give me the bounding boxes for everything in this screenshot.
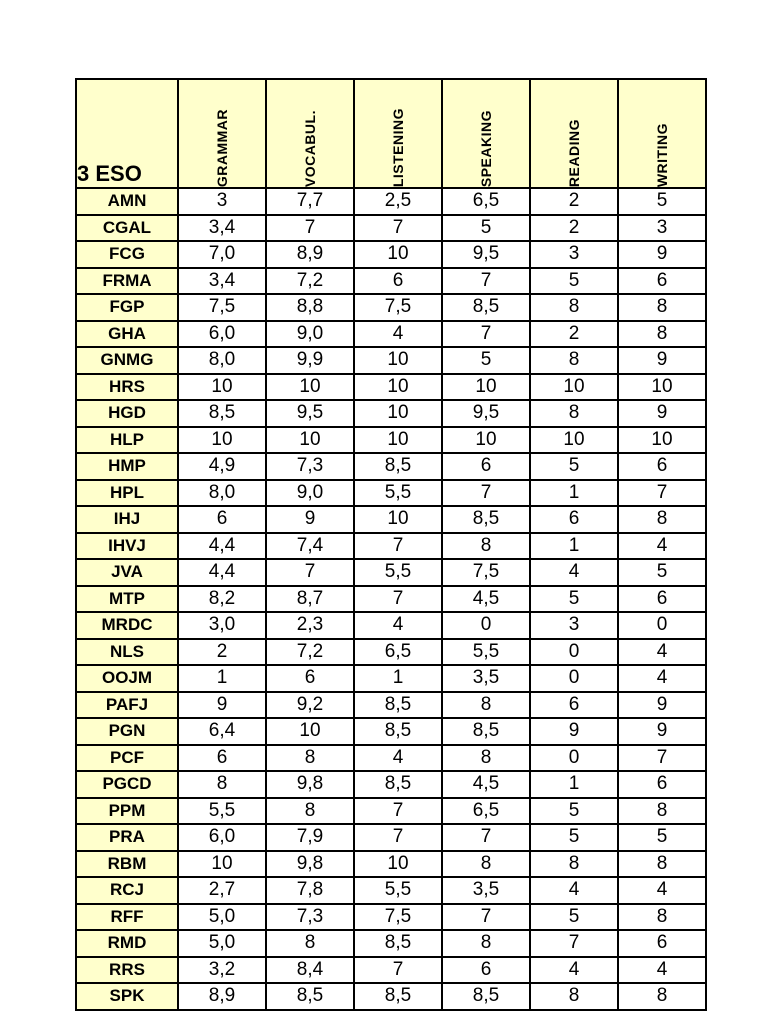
table-row (76, 268, 706, 295)
grade-cell: 8 (266, 930, 354, 957)
grade-cell: 10 (442, 374, 530, 401)
grade-cell: 6 (618, 771, 706, 798)
grade-cell: 3,0 (178, 612, 266, 639)
grades-table (75, 78, 707, 1011)
grade-cell: 8,2 (178, 586, 266, 613)
grade-cell: 7 (618, 480, 706, 507)
column-header-label: LISTENING (390, 107, 406, 187)
grade-cell: 8,5 (354, 718, 442, 745)
grade-cell: 8 (266, 798, 354, 825)
grade-cell: 3,2 (178, 957, 266, 984)
grade-cell: 7 (442, 480, 530, 507)
grade-cell: 8,0 (178, 480, 266, 507)
grade-cell: 7,0 (178, 241, 266, 268)
grade-cell: 7 (442, 321, 530, 348)
grade-cell: 2,5 (354, 188, 442, 215)
grade-cell: 6 (266, 665, 354, 692)
grade-cell: 10 (266, 718, 354, 745)
student-code: SPK (76, 983, 178, 1010)
grade-cell: 6,0 (178, 321, 266, 348)
student-code: PRA (76, 824, 178, 851)
grade-cell: 7 (354, 215, 442, 242)
grade-cell: 2,7 (178, 877, 266, 904)
grade-cell: 9,5 (266, 400, 354, 427)
table-row (76, 241, 706, 268)
grade-cell: 0 (618, 612, 706, 639)
grade-cell: 7 (266, 559, 354, 586)
column-header-label: WRITING (654, 122, 670, 187)
table-row (76, 586, 706, 613)
grade-cell: 6,5 (442, 798, 530, 825)
grade-cell: 4 (618, 957, 706, 984)
grade-cell: 2 (530, 321, 618, 348)
grade-cell: 3,4 (178, 268, 266, 295)
table-row (76, 559, 706, 586)
grade-cell: 9,0 (266, 480, 354, 507)
student-code: MRDC (76, 612, 178, 639)
grade-cell: 5,5 (354, 877, 442, 904)
grade-cell: 9 (618, 347, 706, 374)
grade-cell: 3 (178, 188, 266, 215)
grade-cell: 6 (354, 268, 442, 295)
column-header-writing (618, 79, 706, 188)
grade-cell: 6 (178, 745, 266, 772)
student-code: IHVJ (76, 533, 178, 560)
grade-cell: 8,5 (354, 453, 442, 480)
grade-cell: 8 (618, 904, 706, 931)
grade-cell: 5,0 (178, 930, 266, 957)
grade-cell: 8,5 (442, 718, 530, 745)
student-code: FGP (76, 294, 178, 321)
table-row (76, 294, 706, 321)
table-row (76, 347, 706, 374)
grade-cell: 5,5 (442, 639, 530, 666)
grade-cell: 7 (266, 215, 354, 242)
grade-cell: 8,8 (266, 294, 354, 321)
student-code: AMN (76, 188, 178, 215)
grade-cell: 3 (530, 241, 618, 268)
grade-cell: 8 (618, 294, 706, 321)
grade-cell: 5 (618, 824, 706, 851)
grade-cell: 3,4 (178, 215, 266, 242)
grade-cell: 4,9 (178, 453, 266, 480)
grade-cell: 7 (442, 904, 530, 931)
grade-cell: 4 (618, 533, 706, 560)
student-code: HMP (76, 453, 178, 480)
table-row (76, 718, 706, 745)
table-row (76, 851, 706, 878)
student-code: PCF (76, 745, 178, 772)
grade-cell: 7 (354, 586, 442, 613)
grade-cell: 8,5 (442, 506, 530, 533)
grade-cell: 10 (354, 241, 442, 268)
grade-cell: 4,5 (442, 586, 530, 613)
grade-cell: 7 (442, 268, 530, 295)
table-row (76, 480, 706, 507)
table-row (76, 745, 706, 772)
student-code: PPM (76, 798, 178, 825)
grade-cell: 8 (442, 851, 530, 878)
grade-cell: 0 (530, 639, 618, 666)
student-code: HGD (76, 400, 178, 427)
grade-cell: 1 (530, 480, 618, 507)
grade-cell: 8,5 (442, 983, 530, 1010)
grade-cell: 8 (442, 930, 530, 957)
grade-cell: 4 (354, 321, 442, 348)
grade-cell: 7,8 (266, 877, 354, 904)
grade-cell: 7 (442, 824, 530, 851)
grade-cell: 4,5 (442, 771, 530, 798)
student-code: PGCD (76, 771, 178, 798)
table-row (76, 453, 706, 480)
column-header-label: VOCABUL. (302, 109, 318, 187)
grade-cell: 8 (618, 506, 706, 533)
grade-cell: 6 (530, 506, 618, 533)
table-row (76, 904, 706, 931)
grade-cell: 7,5 (354, 294, 442, 321)
grade-cell: 0 (442, 612, 530, 639)
grade-cell: 2 (178, 639, 266, 666)
grade-cell: 10 (442, 427, 530, 454)
grade-cell: 8 (618, 321, 706, 348)
student-code: FCG (76, 241, 178, 268)
grade-cell: 1 (354, 665, 442, 692)
column-header-vocabulary (266, 79, 354, 188)
grade-cell: 2,3 (266, 612, 354, 639)
grade-cell: 10 (530, 374, 618, 401)
grade-cell: 7,5 (354, 904, 442, 931)
student-code: RCJ (76, 877, 178, 904)
grade-cell: 5 (442, 347, 530, 374)
table-row (76, 639, 706, 666)
student-code: GHA (76, 321, 178, 348)
grade-cell: 8 (442, 745, 530, 772)
grade-cell: 0 (530, 745, 618, 772)
grade-cell: 8 (618, 983, 706, 1010)
grade-cell: 6 (618, 453, 706, 480)
grade-cell: 5 (530, 824, 618, 851)
grade-cell: 7 (354, 798, 442, 825)
grade-cell: 8,5 (354, 692, 442, 719)
table-row (76, 957, 706, 984)
column-header-grammar (178, 79, 266, 188)
table-row (76, 824, 706, 851)
grade-cell: 8 (530, 400, 618, 427)
grade-cell: 10 (354, 400, 442, 427)
student-code: HRS (76, 374, 178, 401)
column-header-reading (530, 79, 618, 188)
grade-cell: 10 (354, 851, 442, 878)
grade-cell: 7 (354, 957, 442, 984)
grade-cell: 6,5 (442, 188, 530, 215)
student-code: GNMG (76, 347, 178, 374)
column-header-label: READING (566, 118, 582, 187)
grade-cell: 6 (442, 453, 530, 480)
grade-cell: 8,4 (266, 957, 354, 984)
grade-cell: 9,9 (266, 347, 354, 374)
grade-cell: 6 (442, 957, 530, 984)
grade-cell: 10 (178, 374, 266, 401)
column-header-speaking (442, 79, 530, 188)
table-row (76, 374, 706, 401)
table-row (76, 930, 706, 957)
grade-cell: 8 (530, 347, 618, 374)
grade-cell: 7 (354, 533, 442, 560)
grade-cell: 5 (530, 268, 618, 295)
grade-cell: 8 (178, 771, 266, 798)
grade-cell: 7,2 (266, 268, 354, 295)
grade-cell: 8,5 (442, 294, 530, 321)
grade-cell: 3 (618, 215, 706, 242)
grade-cell: 5,5 (354, 480, 442, 507)
grade-cell: 9,5 (442, 241, 530, 268)
grade-cell: 3,5 (442, 877, 530, 904)
grade-cell: 6 (618, 586, 706, 613)
column-header-listening (354, 79, 442, 188)
grade-cell: 9,8 (266, 851, 354, 878)
grade-cell: 8 (442, 692, 530, 719)
grade-cell: 9,8 (266, 771, 354, 798)
grade-cell: 6,4 (178, 718, 266, 745)
grade-cell: 4 (530, 957, 618, 984)
grade-cell: 10 (178, 851, 266, 878)
table-row (76, 321, 706, 348)
grade-cell: 7 (530, 930, 618, 957)
grade-cell: 7,4 (266, 533, 354, 560)
grade-cell: 7,2 (266, 639, 354, 666)
table-row (76, 877, 706, 904)
grade-cell: 5 (442, 215, 530, 242)
grade-cell: 9 (618, 241, 706, 268)
grade-cell: 8 (618, 798, 706, 825)
grade-cell: 9 (618, 718, 706, 745)
grade-cell: 9 (266, 506, 354, 533)
grade-cell: 8 (266, 745, 354, 772)
table-row (76, 771, 706, 798)
student-code: IHJ (76, 506, 178, 533)
grade-cell: 2 (530, 188, 618, 215)
student-code: JVA (76, 559, 178, 586)
grade-cell: 7 (354, 824, 442, 851)
grade-cell: 8,5 (354, 771, 442, 798)
student-code: PGN (76, 718, 178, 745)
grade-cell: 7 (618, 745, 706, 772)
grade-cell: 5 (530, 798, 618, 825)
grade-cell: 6,5 (354, 639, 442, 666)
table-row (76, 533, 706, 560)
grade-cell: 10 (354, 347, 442, 374)
grade-cell: 2 (530, 215, 618, 242)
table-row (76, 612, 706, 639)
grade-cell: 8,0 (178, 347, 266, 374)
grade-cell: 1 (530, 771, 618, 798)
grade-cell: 4 (530, 877, 618, 904)
student-code: FRMA (76, 268, 178, 295)
grade-cell: 10 (354, 374, 442, 401)
student-code: MTP (76, 586, 178, 613)
grade-cell: 10 (178, 427, 266, 454)
grade-cell: 10 (354, 427, 442, 454)
grade-cell: 3 (530, 612, 618, 639)
grade-cell: 0 (530, 665, 618, 692)
grade-cell: 7,5 (442, 559, 530, 586)
table-row (76, 188, 706, 215)
grade-cell: 9 (530, 718, 618, 745)
table-row (76, 400, 706, 427)
grade-cell: 9,2 (266, 692, 354, 719)
table-row (76, 506, 706, 533)
grade-cell: 5,5 (354, 559, 442, 586)
grades-body (76, 188, 706, 1010)
grade-cell: 4,4 (178, 533, 266, 560)
grade-cell: 7,5 (178, 294, 266, 321)
grade-cell: 4 (354, 612, 442, 639)
grade-cell: 5 (618, 188, 706, 215)
grade-cell: 6 (178, 506, 266, 533)
grade-cell: 8 (530, 851, 618, 878)
grade-cell: 5 (530, 453, 618, 480)
student-code: RBM (76, 851, 178, 878)
grade-cell: 10 (618, 427, 706, 454)
grade-cell: 8 (530, 294, 618, 321)
table-row (76, 215, 706, 242)
student-code: RRS (76, 957, 178, 984)
grade-cell: 8 (618, 851, 706, 878)
grade-cell: 4 (530, 559, 618, 586)
student-code: PAFJ (76, 692, 178, 719)
student-code: RFF (76, 904, 178, 931)
grade-cell: 6 (618, 930, 706, 957)
grade-cell: 10 (530, 427, 618, 454)
grade-cell: 7,3 (266, 904, 354, 931)
grade-cell: 6,0 (178, 824, 266, 851)
grade-cell: 9 (178, 692, 266, 719)
grade-cell: 9 (618, 692, 706, 719)
grade-cell: 8,5 (178, 400, 266, 427)
student-code: RMD (76, 930, 178, 957)
grade-cell: 7,7 (266, 188, 354, 215)
grade-cell: 9,0 (266, 321, 354, 348)
grade-cell: 3,5 (442, 665, 530, 692)
grade-cell: 10 (266, 427, 354, 454)
grade-cell: 8,5 (266, 983, 354, 1010)
grade-cell: 9,5 (442, 400, 530, 427)
grade-cell: 4 (618, 877, 706, 904)
grade-cell: 10 (266, 374, 354, 401)
grade-cell: 8,9 (178, 983, 266, 1010)
student-code: HPL (76, 480, 178, 507)
grade-cell: 5 (618, 559, 706, 586)
grade-cell: 5,5 (178, 798, 266, 825)
table-row (76, 427, 706, 454)
table-row (76, 983, 706, 1010)
class-label: 3 ESO (76, 79, 178, 188)
grade-cell: 4 (618, 639, 706, 666)
grade-cell: 1 (530, 533, 618, 560)
grade-cell: 8,9 (266, 241, 354, 268)
student-code: HLP (76, 427, 178, 454)
table-row (76, 665, 706, 692)
grade-cell: 5,0 (178, 904, 266, 931)
grade-cell: 4 (354, 745, 442, 772)
grade-cell: 6 (618, 268, 706, 295)
grade-cell: 8 (442, 533, 530, 560)
student-code: OOJM (76, 665, 178, 692)
grade-cell: 8,7 (266, 586, 354, 613)
table-row (76, 798, 706, 825)
grade-cell: 6 (530, 692, 618, 719)
grade-cell: 8 (530, 983, 618, 1010)
grade-cell: 1 (178, 665, 266, 692)
header-row (76, 79, 706, 188)
grade-cell: 8,5 (354, 930, 442, 957)
column-header-label: SPEAKING (478, 109, 494, 187)
grade-cell: 7,9 (266, 824, 354, 851)
grade-cell: 10 (618, 374, 706, 401)
grade-cell: 7,3 (266, 453, 354, 480)
grade-cell: 4 (618, 665, 706, 692)
column-header-label: GRAMMAR (214, 108, 230, 187)
grade-cell: 10 (354, 506, 442, 533)
grade-cell: 8,5 (354, 983, 442, 1010)
student-code: NLS (76, 639, 178, 666)
grade-cell: 5 (530, 586, 618, 613)
student-code: CGAL (76, 215, 178, 242)
grade-cell: 9 (618, 400, 706, 427)
table-row (76, 692, 706, 719)
grade-cell: 4,4 (178, 559, 266, 586)
grade-cell: 5 (530, 904, 618, 931)
